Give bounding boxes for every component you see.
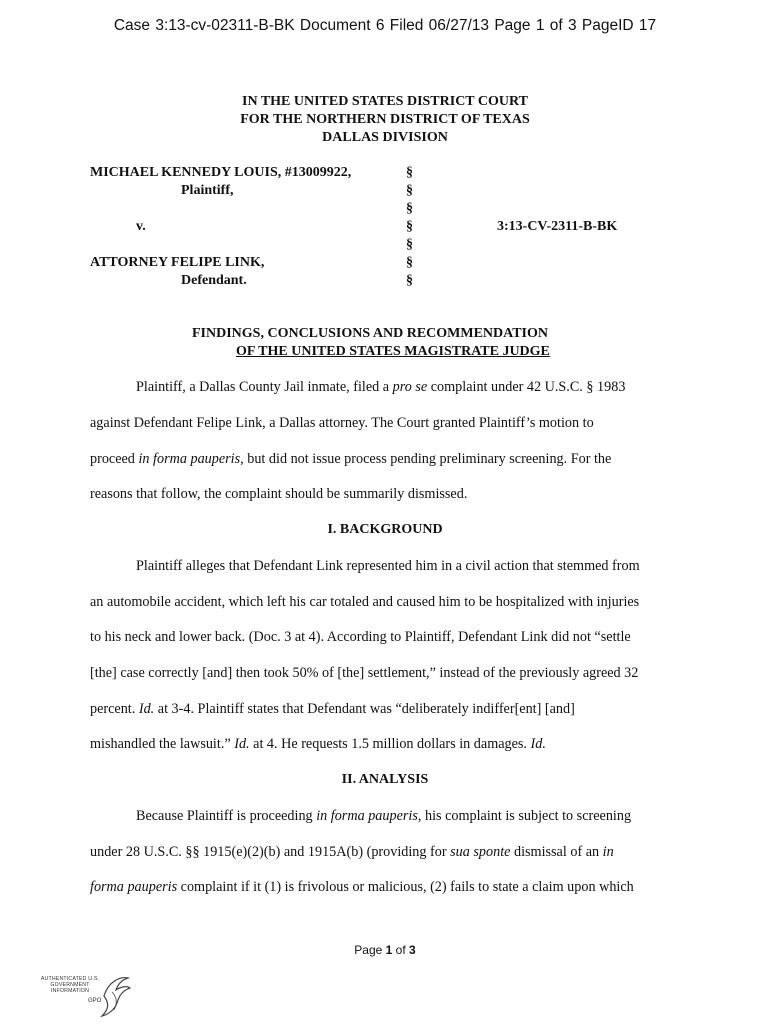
background-line-5: percent. Id. at 3-4. Plaintiff states that Defendant was “deliberately indiffer[ent] [and] (90, 701, 575, 717)
gpo-authentication-logo (38, 972, 138, 1020)
section-mark: § (406, 273, 413, 288)
intro-line-3: proceed in forma pauperis, but did not issue process pending preliminary screening. For the (90, 451, 612, 467)
analysis-line-2: under 28 U.S.C. §§ 1915(e)(2)(b) and 1915A(b) (providing for sua sponte dismissal of an in (90, 844, 614, 860)
analysis-heading: II. ANALYSIS (341, 772, 429, 787)
section-mark: § (406, 165, 413, 180)
intro-line-2: against Defendant Felipe Link, a Dallas attorney. The Court granted Plaintiff’s motion to (90, 415, 594, 431)
background-line-1: Plaintiff alleges that Defendant Link represented him in a civil action that stemmed from (136, 558, 640, 574)
court-name-line-1: IN THE UNITED STATES DISTRICT COURT (242, 94, 528, 109)
analysis-line-3: forma pauperis complaint if it (1) is frivolous or malicious, (2) fails to state a claim upon which (90, 879, 634, 895)
defendant-name: ATTORNEY FELIPE LINK, (90, 255, 265, 270)
case-header: Case 3:13-cv-02311-B-BK Document 6 Filed 06/27/13 Page 1 of 3 PageID 17 (113, 17, 657, 34)
versus: v. (136, 219, 146, 234)
document-title-line-2: OF THE UNITED STATES MAGISTRATE JUDGE (236, 344, 550, 359)
gpo-logo-text: AUTHENTICATED U.S. GOVERNMENT INFORMATION (40, 976, 100, 994)
document-title-line-1: FINDINGS, CONCLUSIONS AND RECOMMENDATION (192, 326, 548, 341)
gpo-mark: GPO (88, 998, 102, 1004)
background-line-3: to his neck and lower back. (Doc. 3 at 4). According to Plaintiff, Defendant Link did not “settle (90, 629, 631, 645)
case-number: 3:13-CV-2311-B-BK (497, 219, 618, 234)
section-mark: § (406, 183, 413, 198)
eagle-icon (38, 972, 138, 1020)
court-name-line-2: FOR THE NORTHERN DISTRICT OF TEXAS (240, 112, 530, 127)
section-mark: § (406, 255, 413, 270)
section-mark: § (406, 237, 413, 252)
page-footer: Page 1 of 3 (354, 943, 416, 957)
analysis-line-1: Because Plaintiff is proceeding in forma pauperis, his complaint is subject to screening (136, 808, 632, 824)
background-line-2: an automobile accident, which left his car totaled and caused him to be hospitalized with injuries (90, 594, 640, 610)
intro-line-4: reasons that follow, the complaint should be summarily dismissed. (90, 486, 468, 502)
plaintiff-name: MICHAEL KENNEDY LOUIS, #13009922, (90, 165, 352, 180)
background-line-6: mishandled the lawsuit.” Id. at 4. He requests 1.5 million dollars in damages. Id. (90, 736, 546, 752)
plaintiff-role: Plaintiff, (181, 183, 234, 198)
section-mark: § (406, 219, 413, 234)
court-division: DALLAS DIVISION (322, 130, 448, 145)
section-mark: § (406, 201, 413, 216)
background-line-4: [the] case correctly [and] then took 50% of [the] settlement,” instead of the previously agreed 32 (90, 665, 639, 681)
intro-line-1: Plaintiff, a Dallas County Jail inmate, filed a pro se complaint under 42 U.S.C. § 1983 (136, 379, 626, 395)
defendant-role: Defendant. (181, 273, 247, 288)
background-heading: I. BACKGROUND (327, 522, 443, 537)
